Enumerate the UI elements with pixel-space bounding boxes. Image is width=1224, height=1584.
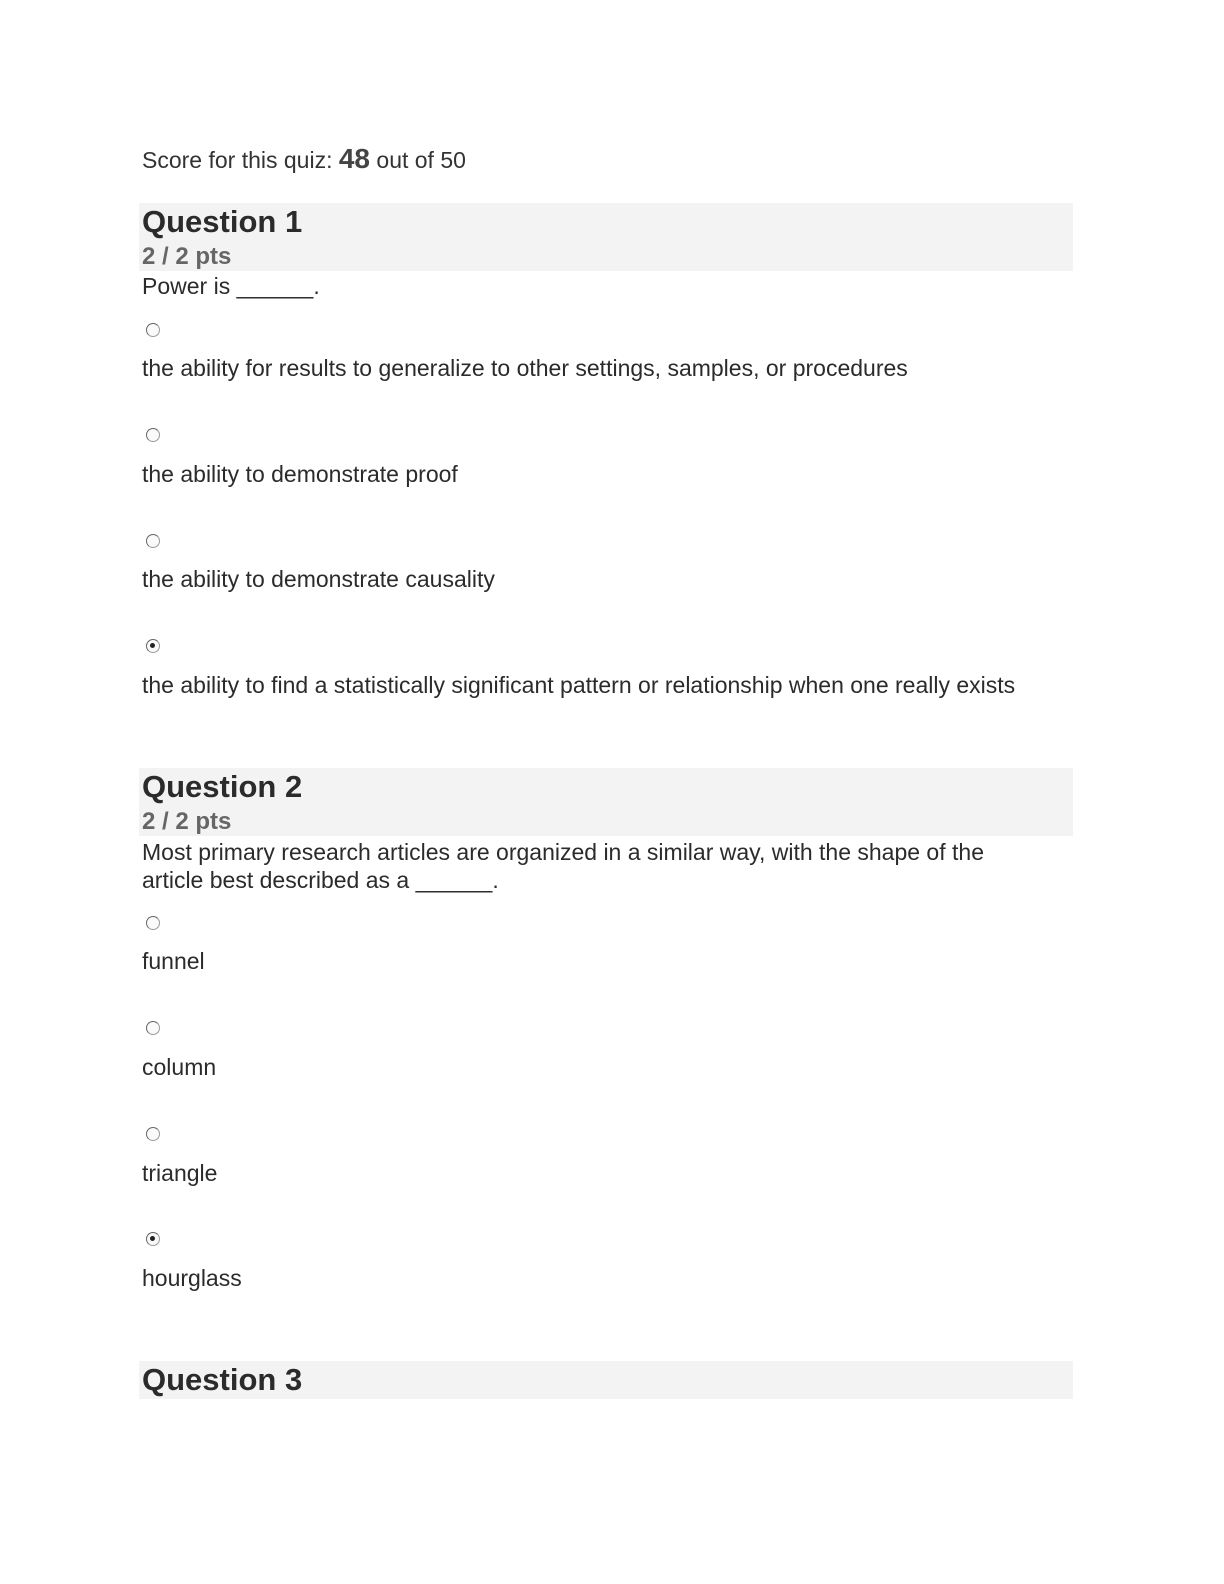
question-2-text: Most primary research articles are organized in a similar way, with the shape of the article best described as a ______. xyxy=(142,839,984,893)
question-1-answer-3-radio[interactable] xyxy=(146,534,160,548)
quiz-score xyxy=(142,143,466,175)
question-3-header xyxy=(139,1361,1073,1399)
question-2-points: 2 / 2 pts xyxy=(142,808,232,835)
question-1-answer-3-text: the ability to demonstrate causality xyxy=(142,566,495,592)
question-2-answer-4-text: hourglass xyxy=(142,1265,242,1291)
question-1-points: 2 / 2 pts xyxy=(142,243,232,270)
score-prefix: Score for this quiz: xyxy=(142,147,339,173)
question-2-answer-1-radio[interactable] xyxy=(146,916,160,930)
question-2-answer-4-radio[interactable] xyxy=(146,1232,160,1246)
question-1-answer-1-text: the ability for results to generalize to other settings, samples, or procedures xyxy=(142,355,908,381)
question-1-title: Question 1 xyxy=(142,204,303,239)
question-3-title: Question 3 xyxy=(142,1362,303,1397)
question-2-answer-3-text: triangle xyxy=(142,1160,218,1186)
question-1-answer-4-text: the ability to find a statistically significant pattern or relationship when one really exists xyxy=(142,672,1016,698)
question-2-answer-3-radio[interactable] xyxy=(146,1127,160,1141)
question-1-answer-1-radio[interactable] xyxy=(146,323,160,337)
question-2-answer-1-text: funnel xyxy=(142,948,205,974)
question-1-answer-2-text: the ability to demonstrate proof xyxy=(142,461,458,487)
question-1-answer-4-radio[interactable] xyxy=(146,639,160,653)
question-1-answer-2-radio[interactable] xyxy=(146,428,160,442)
question-1-text: Power is ______. xyxy=(142,273,320,299)
score-suffix: out of 50 xyxy=(370,147,466,173)
score-value: 48 xyxy=(338,143,371,174)
question-2-answer-2-radio[interactable] xyxy=(146,1021,160,1035)
question-2-title: Question 2 xyxy=(142,769,303,804)
question-2-header xyxy=(139,768,1073,836)
question-2-answer-2-text: column xyxy=(142,1054,217,1080)
question-1-header xyxy=(139,203,1073,271)
